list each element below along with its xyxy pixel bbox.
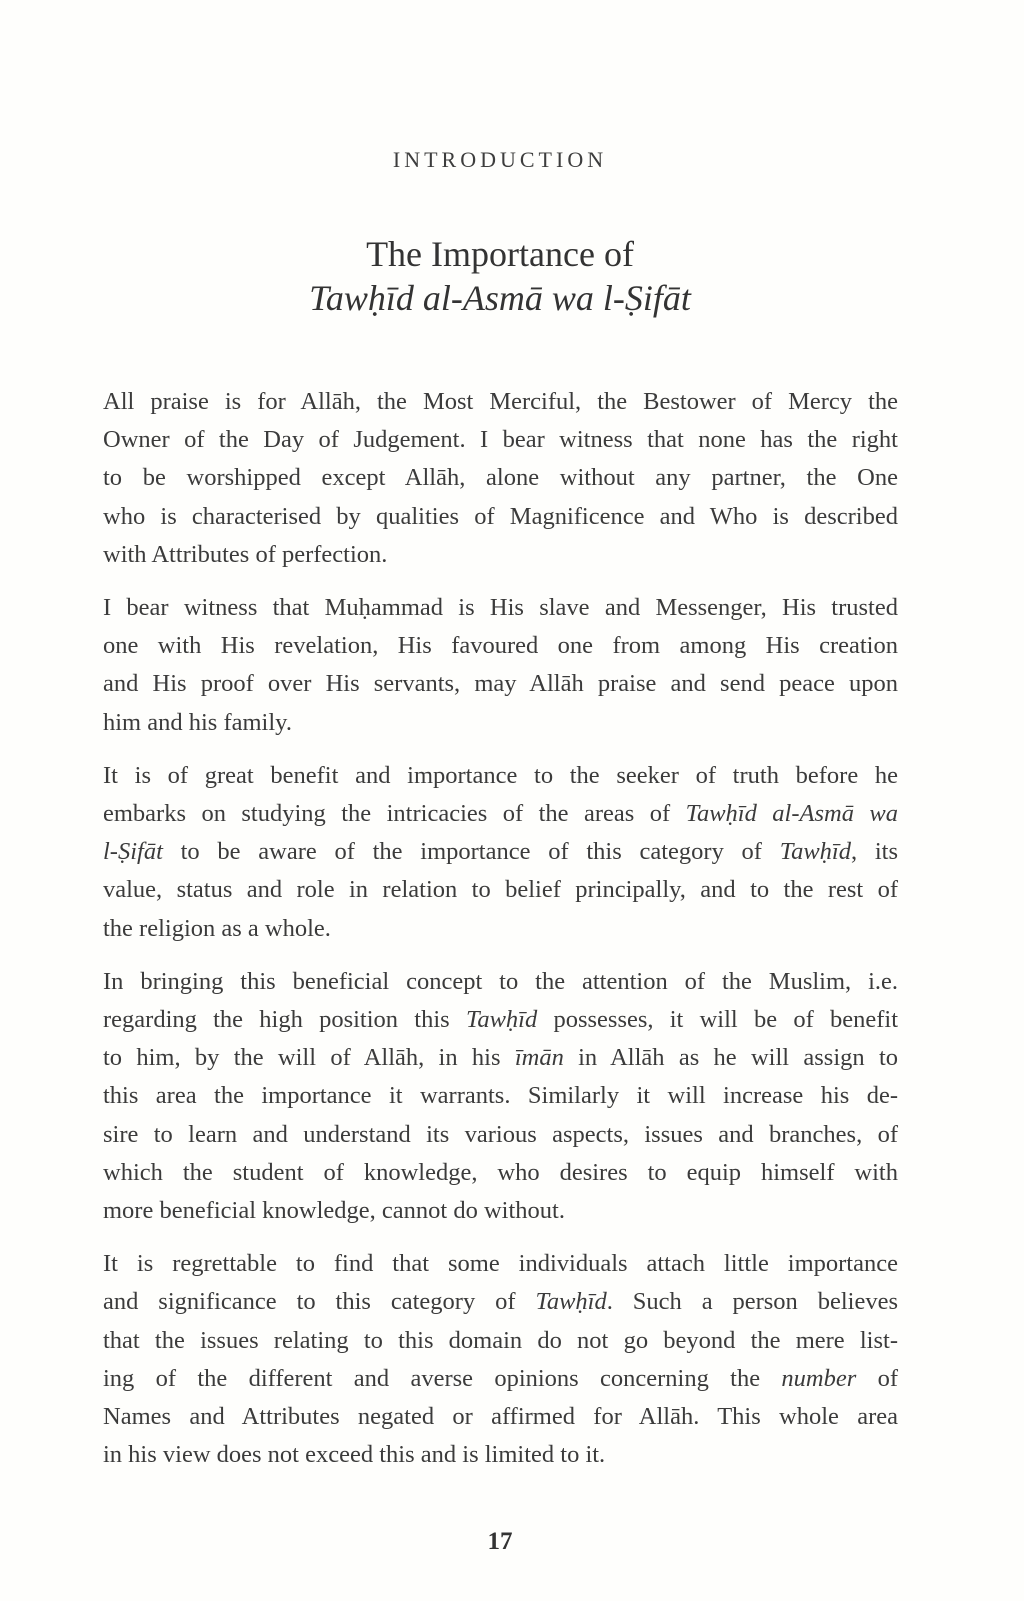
text-run: him and his family.	[103, 708, 292, 736]
text-run: regarding the high position this	[103, 1006, 466, 1034]
paragraph	[103, 757, 898, 948]
text-line	[103, 383, 898, 421]
text-run: Names and Attributes negated or affirmed for Allāh. This whole area	[103, 1403, 898, 1431]
text-line	[103, 536, 898, 574]
text-run: sire to learn and understand its various aspects, issues and branches, of	[103, 1120, 898, 1148]
text-run: Owner of the Day of Judgement. I bear witness that none has the right	[103, 426, 898, 454]
text-run: All praise is for Allāh, the Most Merciful, the Bestower of Mercy the	[103, 388, 898, 415]
text-line	[103, 1001, 898, 1039]
text-run: , its	[850, 838, 898, 866]
text-line	[103, 757, 898, 795]
italic-term: Tawḥīd al-Asmā wa	[685, 800, 898, 828]
text-run: It is of great benefit and importance to the seeker of truth before he	[103, 761, 898, 789]
text-run: I bear witness that Muḥammad is His slave and Messenger, His trusted	[103, 594, 898, 622]
italic-term: number	[781, 1364, 857, 1392]
text-line	[103, 1116, 898, 1154]
text-run: this area the importance it warrants. Similarly it will increase his de-	[103, 1082, 898, 1110]
text-line	[103, 1283, 898, 1321]
text-run: one with His revelation, His favoured one from among His creation	[103, 632, 898, 660]
text-line	[103, 1245, 898, 1283]
text-line	[103, 910, 898, 948]
text-run: ing of the different and averse opinions concerning the	[103, 1364, 782, 1392]
body-text	[103, 383, 898, 1489]
chapter-label: INTRODUCTION	[392, 147, 608, 172]
chapter-title-line2: Tawḥīd al-Asmā wa l-Ṣifāt	[309, 278, 691, 318]
text-run: of	[856, 1364, 898, 1392]
italic-term: Tawḥīd	[779, 838, 851, 866]
text-run: possesses, it will be of benefit	[537, 1006, 899, 1034]
text-line	[103, 665, 898, 703]
text-run: and His proof over His servants, may Allāh praise and send peace upon	[103, 670, 898, 698]
text-run: in Allāh as he will assign to	[563, 1044, 899, 1072]
text-line	[103, 1360, 898, 1398]
text-run: more beneficial knowledge, cannot do without.	[103, 1197, 565, 1225]
italic-term: Tawḥīd	[535, 1288, 607, 1316]
text-run: with Attributes of perfection.	[103, 540, 388, 568]
text-line	[103, 589, 898, 627]
text-line	[103, 1436, 898, 1474]
paragraph	[103, 963, 898, 1230]
text-line	[103, 871, 898, 909]
italic-term: īmān	[514, 1044, 564, 1072]
chapter-title	[0, 232, 1000, 320]
page-number: 17	[487, 1528, 513, 1555]
text-run: the religion as a whole.	[103, 914, 331, 942]
text-run: to him, by the will of Allāh, in his	[103, 1044, 515, 1072]
text-line	[103, 1154, 898, 1192]
text-line	[103, 459, 898, 497]
text-line	[103, 1192, 898, 1230]
text-line	[103, 1322, 898, 1360]
text-run: embarks on studying the intricacies of the areas of	[103, 800, 686, 828]
text-run: In bringing this beneficial concept to the attention of the Muslim, i.e.	[103, 967, 898, 995]
text-line	[103, 1398, 898, 1436]
text-run: and significance to this category of	[103, 1288, 536, 1316]
paragraph	[103, 589, 898, 742]
text-run: . Such a person believes	[606, 1288, 898, 1316]
italic-term: Tawḥīd	[465, 1006, 538, 1034]
text-line	[103, 963, 898, 1001]
text-line	[103, 1039, 898, 1077]
chapter-title-line1: The Importance of	[366, 234, 634, 274]
paragraph	[103, 1245, 898, 1474]
text-run: who is characterised by qualities of Magnificence and Who is described	[103, 502, 898, 530]
text-line	[103, 795, 898, 833]
text-line	[103, 1077, 898, 1115]
text-line	[103, 421, 898, 459]
text-run: that the issues relating to this domain do not go beyond the mere list-	[103, 1326, 898, 1354]
text-run: to be worshipped except Allāh, alone without any partner, the One	[103, 464, 898, 492]
text-line	[103, 704, 898, 742]
text-run: value, status and role in relation to belief principally, and to the rest of	[103, 876, 898, 904]
text-run: It is regrettable to find that some individuals attach little importance	[103, 1250, 898, 1278]
text-line	[103, 498, 898, 536]
text-run: to be aware of the importance of this category of	[162, 838, 780, 866]
text-line	[103, 627, 898, 665]
text-run: which the student of knowledge, who desires to equip himself with	[103, 1158, 898, 1186]
text-line	[103, 833, 898, 871]
italic-term: l-Ṣifāt	[103, 838, 163, 866]
text-run: in his view does not exceed this and is limited to it.	[103, 1441, 606, 1469]
paragraph	[103, 383, 898, 574]
